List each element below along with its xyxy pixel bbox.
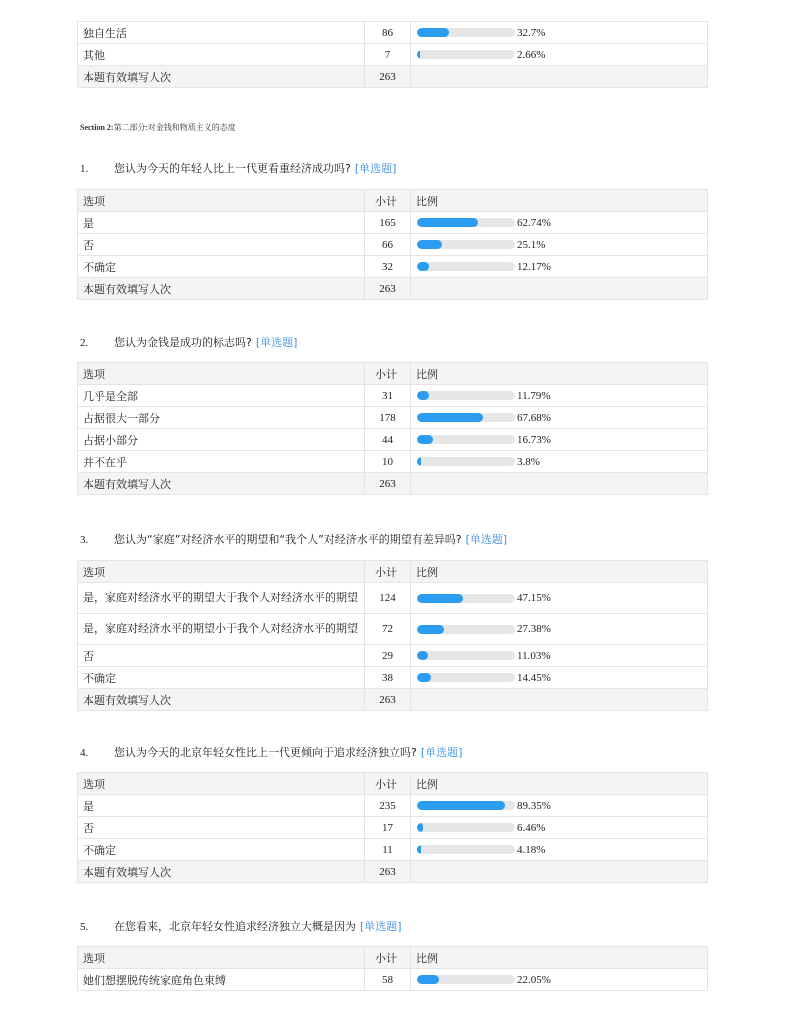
option-label: 不确定: [78, 839, 365, 861]
header-option: 选项: [78, 947, 365, 969]
option-label: 占据小部分: [78, 429, 365, 451]
table-row: [78, 385, 708, 407]
table-header-row: [78, 773, 708, 795]
question-title-1: [80, 160, 396, 176]
table-row: [78, 407, 708, 429]
question-title-4: [80, 744, 462, 760]
option-count: 29: [365, 645, 411, 667]
option-count: 10: [365, 451, 411, 473]
ratio-bar: [417, 391, 515, 400]
table-row: [78, 256, 708, 278]
option-percent: 16.73%: [517, 433, 551, 446]
table-row: [78, 234, 708, 256]
section-title: Section 2:第二部分:对金钱和物质主义的态度: [80, 123, 236, 132]
option-label: 其他: [78, 44, 365, 66]
table-header-row: [78, 190, 708, 212]
total-row: [78, 278, 708, 300]
option-count: 31: [365, 385, 411, 407]
total-row: [78, 473, 708, 495]
total-count: 263: [365, 473, 411, 495]
ratio-bar: [417, 413, 515, 422]
option-percent: 47.15%: [517, 592, 551, 604]
option-percent: 2.66%: [517, 48, 546, 61]
table-row: [78, 645, 708, 667]
ratio-bar: [417, 28, 515, 37]
option-label: 是: [78, 795, 365, 817]
option-label: 独自生活: [78, 22, 365, 44]
ratio-bar: [417, 240, 515, 249]
ratio-bar: [417, 673, 515, 682]
question-title-2: [80, 334, 297, 350]
header-count: 小计: [365, 363, 411, 385]
header-ratio: 比例: [411, 561, 708, 583]
question-type-tag: [单选题]: [420, 746, 463, 759]
option-label: 她们想摆脱传统家庭角色束缚: [78, 969, 365, 991]
header-option: 选项: [78, 363, 365, 385]
option-label: 并不在乎: [78, 451, 365, 473]
question-text: 您认为今天的北京年轻女性比上一代更倾向于追求经济独立吗?: [114, 746, 417, 759]
ratio-bar: [417, 50, 515, 59]
table-row: [78, 22, 708, 44]
ratio-bar: [417, 651, 515, 660]
option-count: 72: [365, 614, 411, 645]
result-table: [77, 946, 708, 991]
table-row: [78, 429, 708, 451]
header-count: 小计: [365, 773, 411, 795]
option-label: 否: [78, 817, 365, 839]
header-option: 选项: [78, 561, 365, 583]
option-label: 几乎是全部: [78, 385, 365, 407]
question-text: 您认为今天的年轻人比上一代更看重经济成功吗?: [114, 162, 351, 175]
question-number: 2.: [80, 337, 89, 349]
option-count: 58: [365, 969, 411, 991]
table-row: [78, 667, 708, 689]
ratio-bar: [417, 457, 515, 466]
option-percent: 22.05%: [517, 973, 551, 986]
option-count: 38: [365, 667, 411, 689]
result-table: [77, 560, 708, 711]
question-table-block-2: [77, 362, 708, 495]
total-label: 本题有效填写人次: [78, 689, 365, 711]
option-percent: 25.1%: [517, 238, 546, 251]
option-count: 7: [365, 44, 411, 66]
header-ratio: 比例: [411, 947, 708, 969]
ratio-bar: [417, 801, 515, 810]
question-type-tag: [单选题]: [465, 533, 508, 546]
option-percent: 11.79%: [517, 389, 551, 402]
option-percent: 89.35%: [517, 799, 551, 812]
option-count: 124: [365, 583, 411, 614]
option-count: 11: [365, 839, 411, 861]
table-row: [78, 451, 708, 473]
option-label: 是，家庭对经济水平的期望小于我个人对经济水平的期望: [78, 614, 365, 645]
option-percent: 4.18%: [517, 843, 546, 856]
question-table-block-1: [77, 189, 708, 300]
option-count: 17: [365, 817, 411, 839]
total-label: 本题有效填写人次: [78, 278, 365, 300]
question-number: 4.: [80, 747, 89, 759]
option-label: 否: [78, 645, 365, 667]
ratio-bar: [417, 262, 515, 271]
table-row: [78, 583, 708, 614]
option-percent: 6.46%: [517, 821, 546, 834]
option-percent: 11.03%: [517, 649, 551, 662]
question-number: 1.: [80, 163, 89, 175]
total-label: 本题有效填写人次: [78, 861, 365, 883]
result-table: [77, 189, 708, 300]
option-label: 占据很大一部分: [78, 407, 365, 429]
total-row: [78, 66, 708, 88]
header-option: 选项: [78, 773, 365, 795]
ratio-bar: [417, 845, 515, 854]
ratio-bar: [417, 823, 515, 832]
header-ratio: 比例: [411, 363, 708, 385]
question-text: 您认为金钱是成功的标志吗?: [114, 336, 252, 349]
option-label: 不确定: [78, 256, 365, 278]
table-row: [78, 795, 708, 817]
option-percent: 12.17%: [517, 260, 551, 273]
table-header-row: [78, 947, 708, 969]
table-row: [78, 839, 708, 861]
option-label: 否: [78, 234, 365, 256]
top-table-block: [77, 21, 708, 88]
option-percent: 67.68%: [517, 411, 551, 424]
option-percent: 14.45%: [517, 671, 551, 684]
option-count: 165: [365, 212, 411, 234]
option-label: 是，家庭对经济水平的期望大于我个人对经济水平的期望: [78, 583, 365, 614]
table-row: [78, 969, 708, 991]
question-type-tag: [单选题]: [255, 336, 298, 349]
option-count: 44: [365, 429, 411, 451]
option-count: 86: [365, 22, 411, 44]
table-row: [78, 44, 708, 66]
option-label: 是: [78, 212, 365, 234]
question-type-tag: [单选题]: [354, 162, 397, 175]
question-table-block-4: [77, 772, 708, 883]
total-count: 263: [365, 278, 411, 300]
option-count: 178: [365, 407, 411, 429]
table-header-row: [78, 561, 708, 583]
option-percent: 3.8%: [517, 455, 540, 468]
ratio-bar: [417, 218, 515, 227]
option-percent: 32.7%: [517, 26, 546, 39]
question-table-block-5: [77, 946, 708, 991]
table-row: [78, 614, 708, 645]
header-option: 选项: [78, 190, 365, 212]
question-number: 3.: [80, 534, 89, 546]
table-row: [78, 212, 708, 234]
option-count: 235: [365, 795, 411, 817]
total-count: 263: [365, 689, 411, 711]
ratio-bar: [417, 594, 515, 603]
result-table-previous: [77, 21, 708, 88]
table-row: [78, 817, 708, 839]
option-percent: 62.74%: [517, 216, 551, 229]
question-table-block-3: [77, 560, 708, 711]
total-row: [78, 861, 708, 883]
header-count: 小计: [365, 561, 411, 583]
question-title-5: [80, 918, 402, 934]
option-label: 不确定: [78, 667, 365, 689]
header-count: 小计: [365, 947, 411, 969]
ratio-bar: [417, 435, 515, 444]
header-ratio: 比例: [411, 190, 708, 212]
question-type-tag: [单选题]: [360, 920, 402, 933]
option-count: 32: [365, 256, 411, 278]
ratio-bar: [417, 975, 515, 984]
result-table: [77, 362, 708, 495]
header-count: 小计: [365, 190, 411, 212]
total-label: 本题有效填写人次: [78, 66, 365, 88]
option-percent: 27.38%: [517, 623, 551, 635]
question-text: 您认为“家庭”对经济水平的期望和“我个人”对经济水平的期望有差异吗?: [114, 533, 462, 546]
total-label: 本题有效填写人次: [78, 473, 365, 495]
question-text: 在您看来，北京年轻女性追求经济独立大概是因为: [114, 920, 356, 933]
question-title-3: [80, 531, 507, 547]
ratio-bar: [417, 625, 515, 634]
total-count: 263: [365, 66, 411, 88]
table-header-row: [78, 363, 708, 385]
total-row: [78, 689, 708, 711]
total-count: 263: [365, 861, 411, 883]
question-number: 5.: [80, 921, 89, 933]
option-count: 66: [365, 234, 411, 256]
header-ratio: 比例: [411, 773, 708, 795]
result-table: [77, 772, 708, 883]
